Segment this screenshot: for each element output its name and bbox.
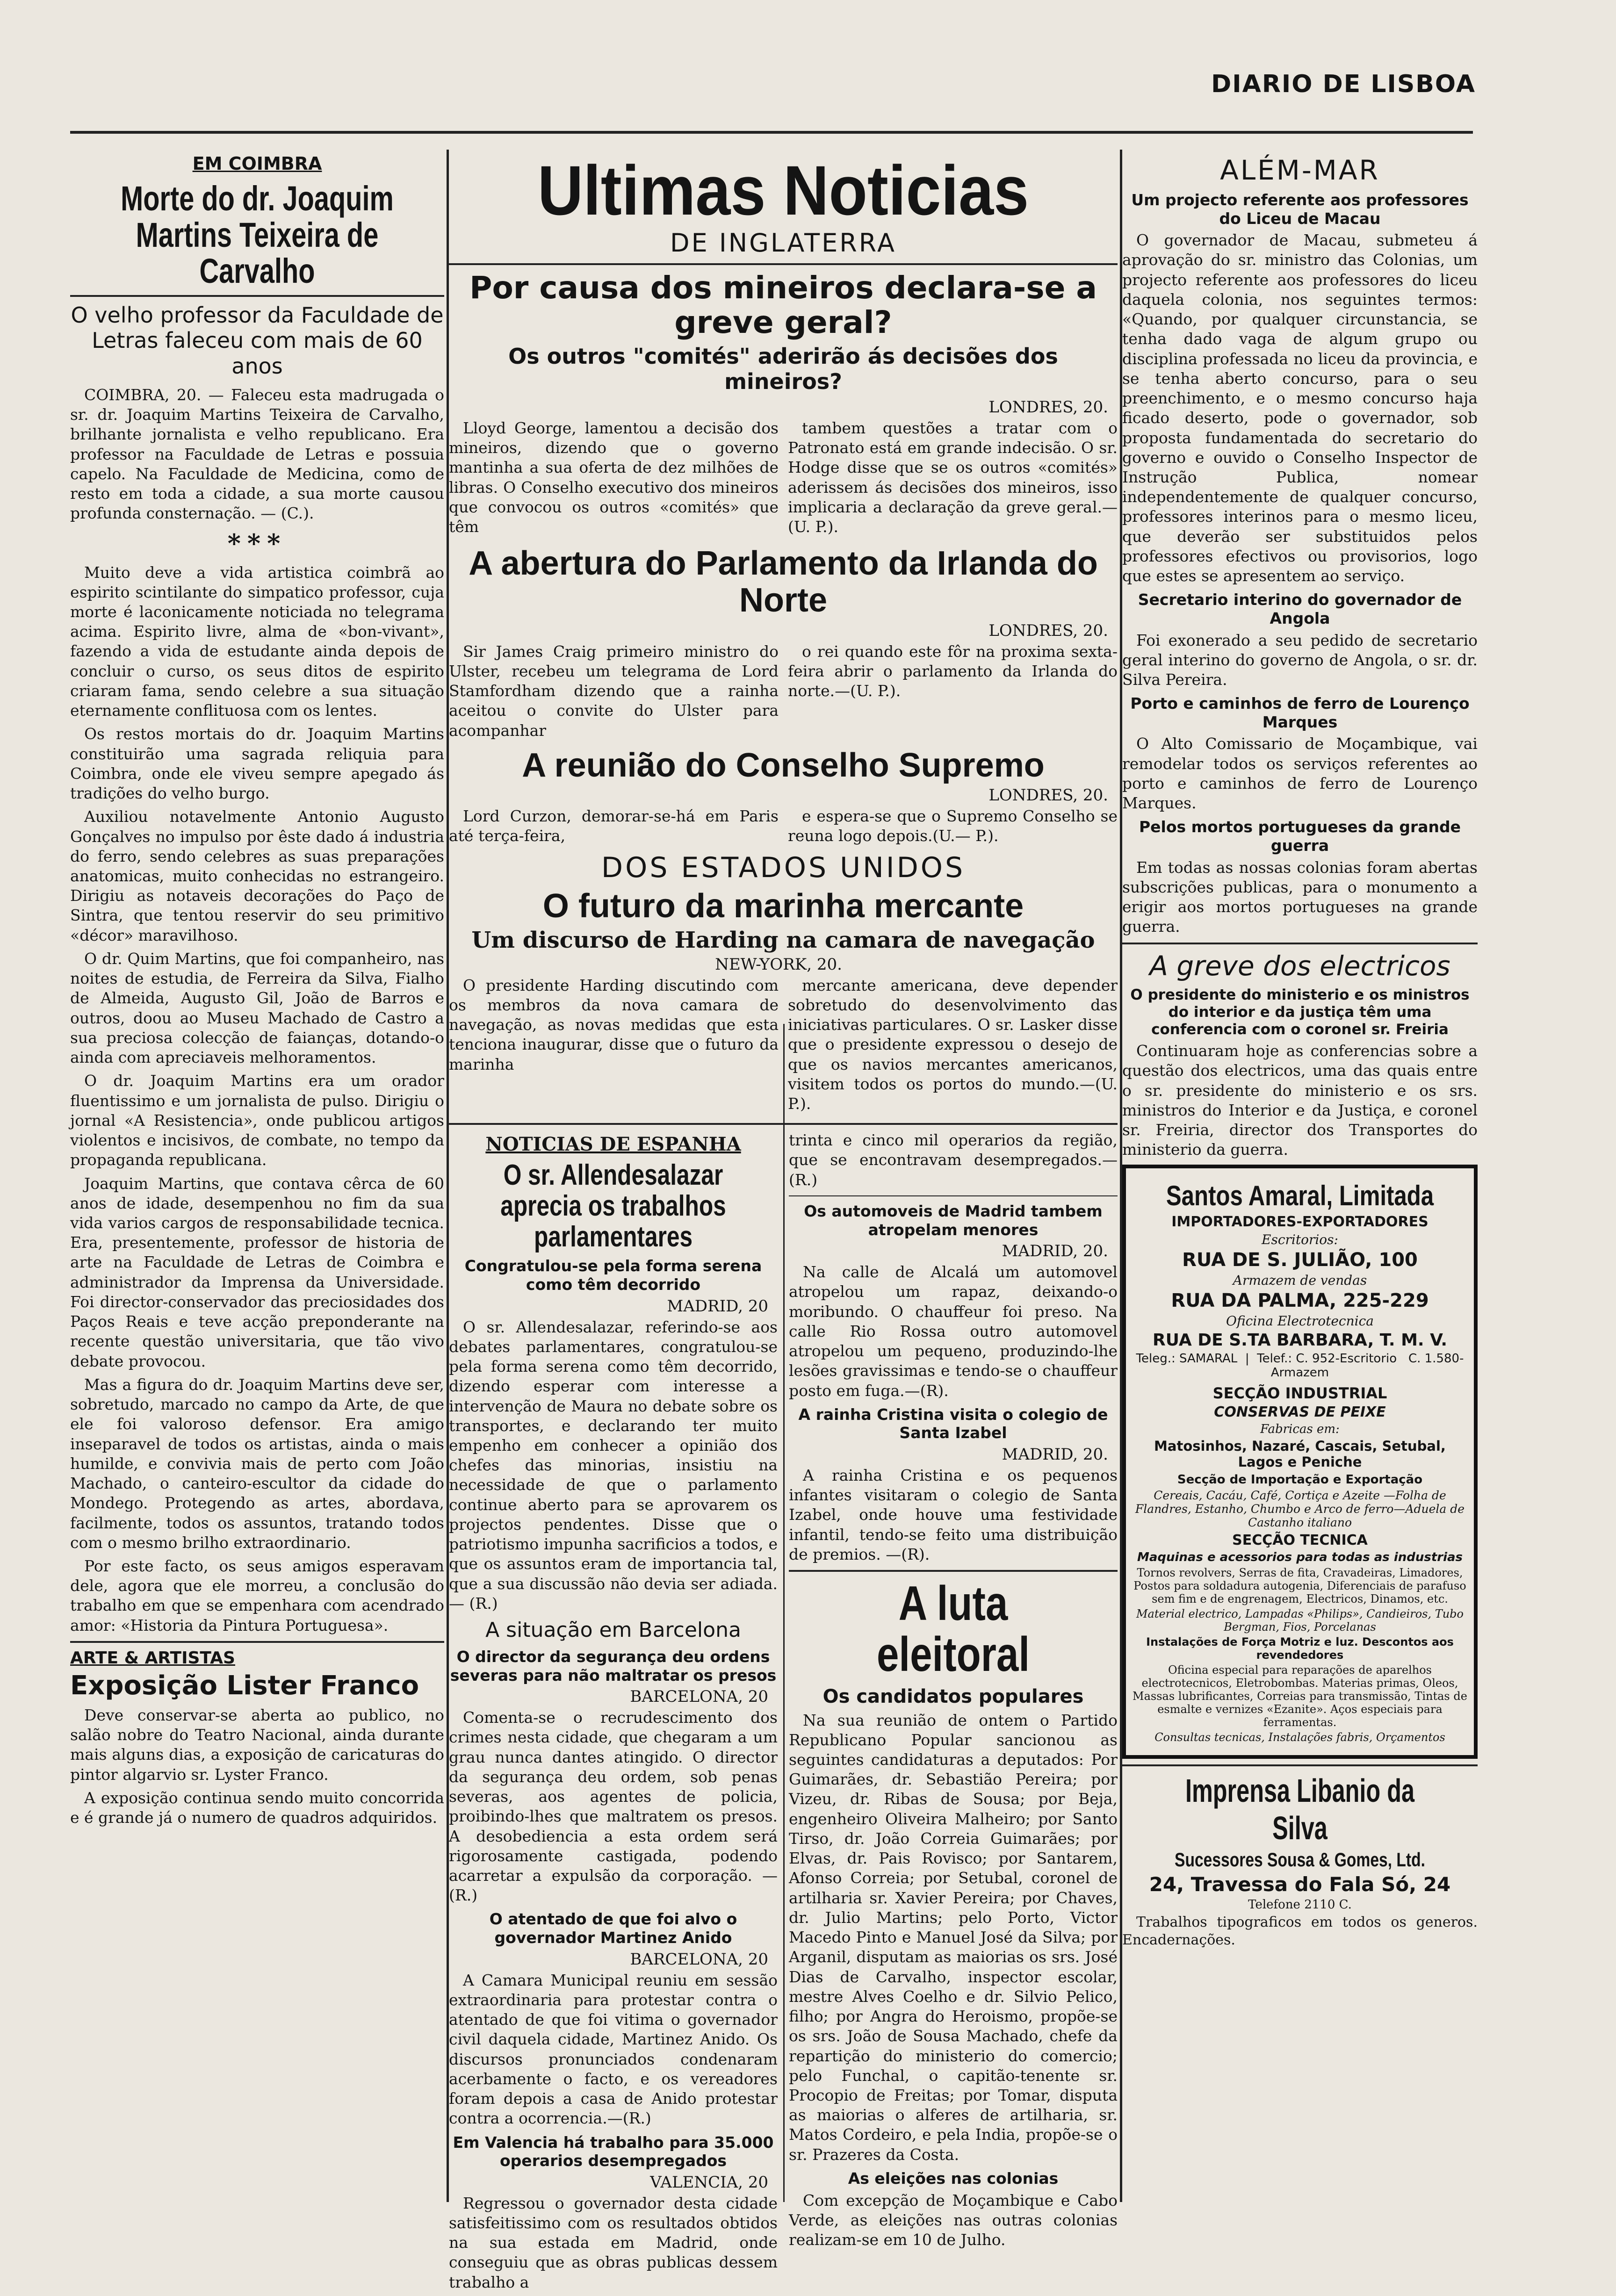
- divider: [789, 1570, 1118, 1572]
- ad-section-heading: SECÇÃO TECNICA: [1232, 1532, 1368, 1548]
- article-paragraph: Lloyd George, lamentou a decisão dos mineiros, dizendo que o governo mantinha a sua oferta de dez milhões de libras. O Conselho executivo dos mineiros que convocou os outros «comités» que têm: [449, 418, 779, 536]
- headline-exposicao-lister-franco: Exposição Lister Franco: [70, 1670, 419, 1701]
- article-paragraph: Sir James Craig primeiro ministro do Ulster, recebeu um telegrama de Lord Stamfordham dizendo que a rainha aceitou o convite do Ulster para acompanhar: [449, 642, 779, 740]
- ad-items: Instalações de Força Motriz e luz. Descontos aos revendedores: [1146, 1635, 1454, 1662]
- ad-label: Oficina Electrotecnica: [1226, 1313, 1374, 1329]
- article-paragraph: Em todas as nossas colonias foram abertas subscrições publicas, para o monumento a erigir aos mortos portugueses na grande guerra.: [1122, 858, 1478, 936]
- divider: [1122, 943, 1478, 944]
- advertisement-imprensa-libanio: [1122, 1772, 1478, 1950]
- ad-company-name: Imprensa Libanio da Silva: [1185, 1772, 1415, 1846]
- article-paragraph: o rei quando este fôr na proxima sexta-feira abrir o parlamento da Irlanda do norte.—(U. P.).: [788, 642, 1118, 700]
- masthead-ultimas-noticias: Ultimas Noticias: [537, 151, 1029, 230]
- dateline: MADRID, 20.: [1002, 1242, 1108, 1261]
- headline-greve-geral: Por causa dos mineiros declara-se a greve geral?: [469, 270, 1097, 340]
- ad-items: Oficina especial para reparações de aparelhos electrotecnicos, Eletrobombas. Materias primas, Oleos, Massas lubrificantes, Correias para transmissão, Tintas de esmalte e vernizes «Ezanite». Aços especiais para ferramentas.: [1133, 1663, 1467, 1729]
- article-paragraph: tambem questões a tratar com o Patronato está em grande indecisão. O sr. Hodge disse que se os outros «comités» aderissem ás decisões dos mineiros, isso implicaria a declaração da greve geral.— (U. P.).: [788, 418, 1118, 536]
- article-paragraph: Com excepção de Moçambique e Cabo Verde, as eleições nas outras colonias realizam-se em 10 de Julho.: [789, 2191, 1118, 2249]
- headline-lourenco-marques: Porto e caminhos de ferro de Lourenço Marques: [1130, 694, 1470, 731]
- ad-label: Fabricas em:: [1260, 1422, 1340, 1436]
- ad-tagline: IMPORTADORES-EXPORTADORES: [1171, 1213, 1428, 1230]
- headline-rainha-cristina: A rainha Cristina visita o colegio de Santa Izabel: [798, 1405, 1108, 1442]
- headline-automoveis-madrid: Os automoveis de Madrid tambem atropelam menores: [804, 1202, 1103, 1239]
- article-paragraph: e espera-se que o Supremo Conselho se reuna logo depois.(U.— P.).: [788, 806, 1118, 845]
- ad-section-heading: Secção de Importação e Exportação: [1177, 1472, 1423, 1487]
- advertisement-santos-amaral: Santos Amaral, Limitada IMPORTADORES-EXPORTADORES Escritorios: RUA DE S. JULIÃO, 100 Armazem de vendas RUA DA PALMA, 225-229 Oficina Electrotecnica RUA DE S.TA BARBARA, T. M. V. Teleg.: SAMARAL | Telef.: C. 952-Escritorio C. 1.580-Armazem SECÇÃO INDUSTRIAL CONSERVAS DE PEIXE Fabricas em: Matosinhos, Nazaré, Cascais, Setubal, Lagos e Peniche Secção de Importação e Exportação Cereais, Cacáu, Café, Cortiça e Azeite —Folha de Flandres, Estanho, Chumbo e Arco de ferro—Aduela de Castanho italiano SECÇÃO TECNICA Maquinas e acessorios para todas as industrias Tornos revolvers, Serras de fita, Cravadeiras, Limadores, Postos para soldadura autogenia, Diferenciais de parafuso sem fim e de engrenagem, Electricos, Dinamos, etc. Material electrico, Lampadas «Philips», Candieiros, Tubo Bergman, Fios, Porcelanas Instalações de Força Motriz e luz. Descontos aos revendedores Oficina especial para reparações de aparelhos electrotecnicos, Eletrobombas. Materias primas, Oleos, Massas lubrificantes, Correias para transmissão, Tintas de esmalte e vernizes «Ezanite». Aços especiais para ferramentas. Consultas tecnicas, Instalações fabris, Orçamentos: [1122, 1165, 1478, 1759]
- divider: [1122, 1764, 1478, 1766]
- headline-situacao-barcelona: A situação em Barcelona: [485, 1618, 741, 1642]
- article-paragraph: O dr. Quim Martins, que foi companheiro, nas noites de estudia, de Ferreira da Silva, Fialho de Almeida, Augusto Gil, João de Barros e outros, doou ao Museu Machado de Castro a sua preciosa colecção de faianças, dotando-o ainda com apreciaveis melhoramentos.: [70, 949, 444, 1067]
- divider: [70, 295, 444, 297]
- ad-services: Trabalhos tipograficos em todos os generos. Encadernações.: [1122, 1914, 1478, 1948]
- ad-product: Maquinas e acessorios para todas as industrias: [1137, 1550, 1463, 1564]
- ad-items: Consultas tecnicas, Instalações fabris, Orçamentos: [1154, 1730, 1445, 1744]
- article-paragraph: COIMBRA, 20. — Faleceu esta madrugada o sr. dr. Joaquim Martins Teixeira de Carvalho, brilhante jornalista e velho republicano. Era professor na Faculdade de Letras e possuia capelo. Na Faculdade de Medicina, como de resto em toda a cidade, a sua morte causou profunda consternação. — (C.).: [70, 385, 444, 523]
- ad-telephone: C. 1.580-Armazem: [1270, 1351, 1464, 1380]
- dateline: NEW-YORK, 20.: [715, 955, 842, 974]
- article-paragraph: O sr. Allendesalazar, referindo-se aos debates parlamentares, congratulou-se pela forma serena como têm decorrido, dizendo esperar com interesse a intervenção de Maura no debate sobre os transportes, e declarando ter muito empenho em conhecer a opinião dos chefes das minorias, insistiu na necessidade de que o parlamento continue aberto para se aprovarem os projectos pendentes. Disse que o patriotismo impunha sacrificios a todos, e que os assuntos eram de importancia tal, que a sua discussão não devia ser adiada. — (R.): [449, 1317, 778, 1612]
- article-paragraph: O presidente Harding discutindo com os membros da nova camara de navegação, as novas medidas que esta tenciona inaugurar, disse que o futuro da marinha: [449, 976, 779, 1073]
- ad-telephone: Telef.: C. 952-Escritorio: [1257, 1351, 1397, 1366]
- article-paragraph: Comenta-se o recrudescimento dos crimes nesta cidade, que chegaram a um grau nunca dantes atingido. O director da segurança deu ordem, sob penas severas, aos agentes de policia, proibindo-lhes que maltratem os presos. A desobediencia a esta ordem será rigorosamente castigada, podendo acarretar a expulsão da corporação. — (R.): [449, 1708, 778, 1905]
- kicker-arte-artistas: ARTE & ARTISTAS: [70, 1648, 235, 1668]
- dateline: BARCELONA, 20: [630, 1687, 768, 1706]
- article-paragraph: A Camara Municipal reuniu em sessão extraordinaria para protestar contra o atentado de que foi vitima o governador civil daquela cidade, Martinez Anido. Os discursos pronunciados condenaram acerbamente o facto, e os vereadores foram depois a casa de Anido protestar contra a ocorrencia.—(R.): [449, 1971, 778, 2128]
- top-rule: [70, 131, 1473, 134]
- dateline: VALENCIA, 20: [650, 2173, 768, 2192]
- headline-greve-electricos: A greve dos electricos: [1149, 950, 1450, 982]
- article-paragraph: trinta e cinco mil operarios da região, que se encontravam desempregados.—(R.): [789, 1131, 1118, 1189]
- article-paragraph: Continuaram hoje as conferencias sobre a questão dos electricos, uma das quais entre o sr. presidente do ministerio e os srs. ministros do Interior e da Justiça, e coronel sr. Freiria, director dos Transportes do ministerio da guerra.: [1122, 1042, 1478, 1159]
- headline-secretario-angola: Secretario interino do governador de Angola: [1138, 590, 1462, 627]
- headline-luta-eleitoral: A luta eleitoral: [876, 1576, 1030, 1682]
- article-paragraph: O governador de Macau, submeteu á aprovação do sr. ministro das Colonias, um projecto referente aos professores do liceu daquela colonia, nos seguintes termos: «Quando, por qualquer circunstancia, se tenha dado vaga de algum grupo ou disciplina professada no liceu da provincia, e se tenha aberto concurso, para o seu preenchimento, e o mesmo concurso haja ficado deserto, pode o governador, sob proposta fundamentada do secretario do governo e ouvido o Conselho Inspector de Instrução Publica, nomear independentemente de qualquer concurso, professores interinos para o mesmo liceu, que deverão ser substituidos pelos professores efectivos ou provisorios, logo que estes se apresentem ao serviço.: [1122, 231, 1478, 585]
- headline-mortos-grande-guerra: Pelos mortos portugueses da grande guerra: [1139, 818, 1461, 855]
- headline-allendesalazar: O sr. Allendesalazar aprecia os trabalhos parlamentares: [500, 1159, 726, 1253]
- headline-morte-dr-joaquim-martins: Morte do dr. Joaquim Martins Teixeira de Carvalho: [121, 179, 394, 291]
- ad-items: Tornos revolvers, Serras de fita, Cravadeiras, Limadores, Postos para soldadura autogenia, Diferenciais de parafuso sem fim e de engrenagem, Electricos, Dinamos, etc.: [1133, 1566, 1466, 1605]
- column-alem-mar: [1122, 150, 1478, 2202]
- article-paragraph: A exposição continua sendo muito concorrida e é grande já o numero de quadros adquiridos.: [70, 1788, 444, 1827]
- headline-conselho-supremo: A reunião do Conselho Supremo: [522, 746, 1045, 784]
- ad-label: Armazem de vendas: [1233, 1272, 1367, 1288]
- ad-factories: Matosinhos, Nazaré, Cascais, Setubal, Lagos e Peniche: [1154, 1438, 1446, 1470]
- article-paragraph: O dr. Joaquim Martins era um orador fluentissimo e um jornalista de pulso. Dirigiu o jornal «A Resistencia», onde publicou artigos violentos e incisivos, de combate, no tempo da propaganda republicana.: [70, 1072, 444, 1169]
- article-paragraph: Muito deve a vida artistica coimbrã ao espirito scintilante do simpatico professor, cuja morte é laconicamente noticiada no telegrama acima. Espirito livre, alma de «bon-vivant», fazendo a vida de estudante ainda depois de concluir o curso, os seus ditos de espirito criaram fama, sendo celebre a sua situação eternamente conflituosa com os lentes.: [70, 563, 444, 720]
- deck-candidatos-populares: Os candidatos populares: [822, 1685, 1084, 1707]
- dateline: MADRID, 20.: [1002, 1445, 1108, 1464]
- kicker-em-coimbra: EM COIMBRA: [192, 153, 322, 174]
- deck-discurso-harding: Um discurso de Harding na camara de navegação: [471, 927, 1095, 953]
- noticias-espanha-right: [789, 1130, 1118, 2296]
- section-noticias-de-espanha: NOTICIAS DE ESPANHA: [485, 1133, 741, 1156]
- ad-telephone: Telefone 2110 C.: [1248, 1897, 1352, 1912]
- article-paragraph: Regressou o governador desta cidade satisfeitissimo com os resultados obtidos na sua estada em Madrid, onde conseguiu que as obras publicas dessem trabalho a: [449, 2194, 778, 2291]
- headline-atentado-martinez-anido: O atentado de que foi alvo o governador Martinez Anido: [489, 1910, 737, 1947]
- kicker-alem-mar: ALÉM-MAR: [1220, 154, 1380, 186]
- article-paragraph: O Alto Comissario de Moçambique, vai remodelar todos os serviços referentes ao porto e caminhos de ferro de Lourenço Marques.: [1122, 734, 1478, 813]
- ad-address: 24, Travessa do Fala Só, 24: [1149, 1872, 1451, 1896]
- dateline: LONDRES, 20.: [988, 621, 1108, 640]
- article-paragraph: A rainha Cristina e os pequenos infantes visitaram o colegio de Santa Izabel, onde houve uma festividade infantil, tendo-se feito uma distribuição de premios. —(R).: [789, 1466, 1118, 1563]
- deck-velho-professor: O velho professor da Faculdade de Letras faleceu com mais de 60 anos: [71, 302, 444, 379]
- noticias-espanha-left: [449, 1130, 778, 2296]
- article-paragraph: Joaquim Martins, que contava cêrca de 60 anos de idade, desempenhou no fim da sua vida varios cargos de responsabilidade tecnica. Era, presentemente, professor de historia de arte na Faculdade de Letras de Coimbra e administrador da Imprensa da Universidade. Foi director-conservador das preciosidades dos Paços Reais e teve acção preponderante na recente questão universitaria, que tão vivo debate provocou.: [70, 1174, 444, 1370]
- column-rule-inner: [783, 1024, 785, 2202]
- article-paragraph: Os restos mortais do dr. Joaquim Martins constituirão uma sagrada reliquia para Coimbra, onde ele viveu sempre apegado ás tradições do velho burgo.: [70, 725, 444, 803]
- dateline: LONDRES, 20.: [988, 785, 1108, 805]
- article-paragraph: Foi exonerado a seu pedido de secretario geral interino do governo de Angola, o sr. dr. Silva Pereira.: [1122, 631, 1478, 689]
- deck-director-seguranca: O director da segurança deu ordens severas para não maltratar os presos: [450, 1647, 777, 1684]
- ad-product: CONSERVAS DE PEIXE: [1214, 1404, 1386, 1420]
- ad-label: Escritorios:: [1262, 1231, 1338, 1247]
- ad-address: RUA DE S.TA BARBARA, T. M. V.: [1152, 1330, 1448, 1350]
- section-dos-estados-unidos: DOS ESTADOS UNIDOS: [601, 851, 966, 885]
- dateline: BARCELONA, 20: [630, 1950, 768, 1969]
- headline-eleicoes-colonias: As eleições nas colonias: [848, 2169, 1059, 2188]
- ad-telegraph: Teleg.: SAMARAL: [1136, 1351, 1238, 1366]
- article-paragraph: Por este facto, os seus amigos esperavam dele, agora que ele morreu, a conclusão do trabalho em que se empenhara com acendrado amor: «Historia da Pintura Portuguesa».: [70, 1556, 444, 1634]
- article-paragraph: Mas a figura do dr. Joaquim Martins deve ser, sobretudo, marcado no campo da Arte, de que ele foi valoroso defensor. Era amigo inseparavel de todos os artistas, ainda o mais humilde, e convivia mais de perto com João Machado, o canteiro-escultor da cidade do Mondego. Protegendo as artes, abordava, facilmente, todos os assuntos, tratando todos com o mesmo brilho extraordinario.: [70, 1375, 444, 1552]
- dateline: LONDRES, 20.: [988, 397, 1108, 417]
- ad-items: Cereais, Cacáu, Café, Cortiça e Azeite —Folha de Flandres, Estanho, Chumbo e Arco de ferro—Aduela de Castanho italiano: [1135, 1488, 1465, 1529]
- divider: [789, 1195, 1118, 1196]
- divider: [70, 1641, 444, 1643]
- ad-company-name: Santos Amaral, Limitada: [1166, 1180, 1434, 1211]
- ad-items: Material electrico, Lampadas «Philips», Candieiros, Tubo Bergman, Fios, Porcelanas: [1136, 1607, 1464, 1634]
- separator-stars: ***: [227, 528, 287, 558]
- ad-successors: Sucessores Sousa & Gomes, Ltd.: [1175, 1848, 1425, 1871]
- deck-forma-serena: Congratulou-se pela forma serena como têm decorrido: [464, 1257, 762, 1294]
- dateline: MADRID, 20: [667, 1296, 768, 1316]
- article-paragraph: Auxiliou notavelmente Antonio Augusto Gonçalves no impulso por êste dado á industria do ferro, sendo celebres as suas preparações anatomicas, muito conhecidas no estrangeiro. Dirigiu as notaveis decorações do Paço de Sintra, que tentou reservir do seu primitivo «décor» maravilhoso.: [70, 807, 444, 944]
- article-paragraph: mercante americana, deve depender sobretudo do desenvolvimento das iniciativas particulares. O sr. Lasker disse que o presidente expressou o desejo de que os navios mercantes americanos, visitem todos os portos do mundo.—(U. P.).: [788, 976, 1118, 1113]
- article-paragraph: Deve conservar-se aberta ao publico, no salão nobre do Teatro Nacional, ainda durante mais alguns dias, a exposição de caricaturas do pintor algarvio sr. Lyster Franco.: [70, 1706, 444, 1784]
- ad-address: RUA DE S. JULIÃO, 100: [1182, 1249, 1418, 1271]
- deck-presidente-ministerio: O presidente do ministerio e os ministros do interior e da justiça têm uma conferencia com o coronel sr. Freiria: [1130, 986, 1470, 1038]
- deck-outros-comites: Os outros "comités" aderirão ás decisões dos mineiros?: [508, 343, 1058, 394]
- headline-marinha-mercante: O futuro da marinha mercante: [542, 887, 1024, 925]
- headline-liceu-macau: Um projecto referente aos professores do Liceu de Macau: [1131, 191, 1469, 228]
- section-de-inglaterra: DE INGLATERRA: [670, 228, 896, 258]
- ad-section-heading: SECÇÃO INDUSTRIAL: [1212, 1384, 1387, 1402]
- article-paragraph: Na calle de Alcalá um automovel atropelou um rapaz, deixando-o moribundo. O chauffeur foi preso. Na calle Rio Rossa outro automovel atropelou um pequeno, produzindo-lhe lesões gravissimas e tendo-se o chauffeur posto em fuga.—(R).: [789, 1263, 1118, 1400]
- divider: [449, 263, 1118, 265]
- ad-address: RUA DA PALMA, 225-229: [1171, 1289, 1429, 1311]
- column-coimbra: [70, 150, 444, 2202]
- headline-parlamento-irlanda-norte: A abertura do Parlamento da Irlanda do Norte: [469, 545, 1098, 619]
- article-paragraph: Lord Curzon, demorar-se-há em Paris até terça-feira,: [449, 806, 779, 845]
- article-paragraph: Na sua reunião de ontem o Partido Republicano Popular sancionou as seguintes candidaturas a deputados: Por Guimarães, dr. Sebastião Pereira; por Vizeu, dr. Ribas de Sousa; por Beja, engenheiro Oliveira Malheiro; por Santo Tirso, dr. João Correia Guimarães; por Elvas, dr. Pais Rovisco; por Santarem, Afonso Correia; por Setubal, coronel de artilharia sr. Xavier Pereira; por Chaves, dr. Julio Martins; pelo Porto, Victor Macedo Pinto e Manuel José da Silva; por Arganil, disputam as maiorias os srs. José Dias de Carvalho, inspector escolar, mestre Alves Coelho e dr. Silvio Pelico, filho; por Angra do Heroismo, propõe-se os srs. João de Sousa Machado, chefe da repartição do ministerio do comercio; pelo Funchal, o capitão-tenente sr. Procopio de Freitas; por Tomar, disputa as maiorias o alferes de artilharia, sr. Matos Cordeiro, e pela India, propõe-se o sr. Prazeres da Costa.: [789, 1711, 1118, 2164]
- headline-valencia-trabalho: Em Valencia há trabalho para 35.000 operarios desempregados: [453, 2133, 774, 2170]
- running-head: DIARIO DE LISBOA: [1211, 70, 1476, 98]
